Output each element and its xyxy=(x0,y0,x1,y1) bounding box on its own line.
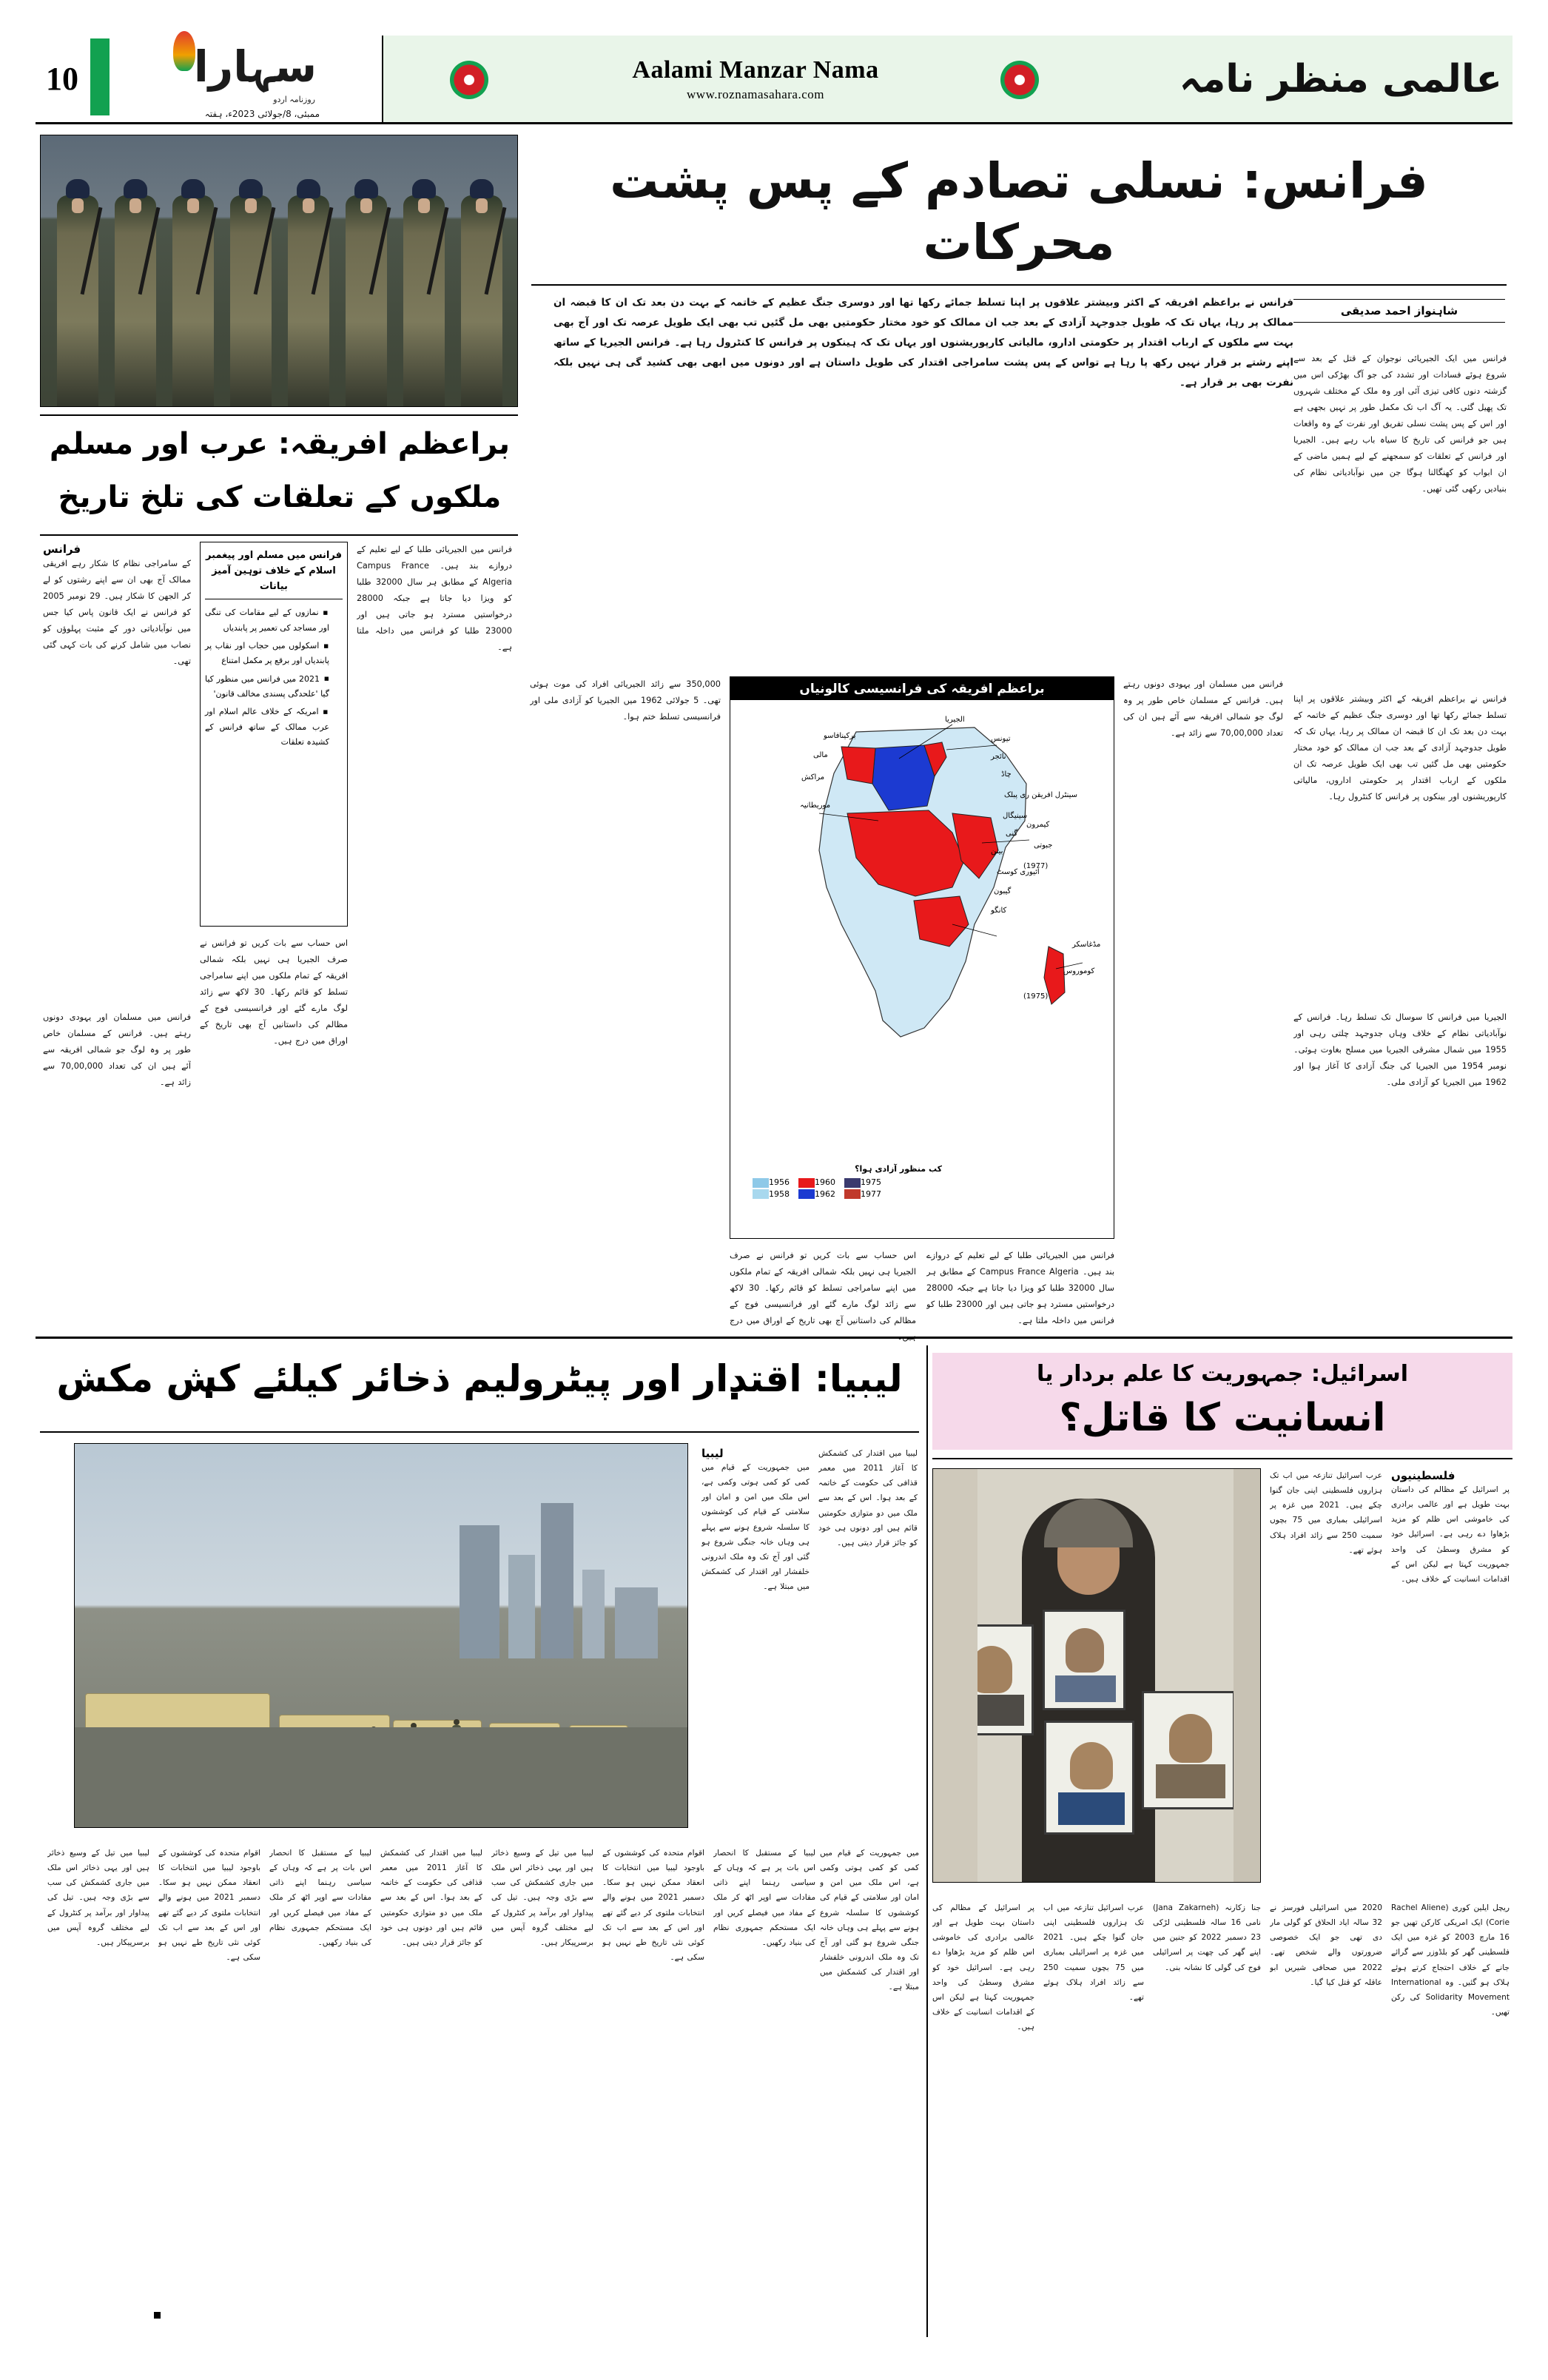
map-label: سینٹرل افریقن ری پبلک xyxy=(1004,791,1077,799)
legend-swatch xyxy=(798,1178,815,1188)
map-label: بینن xyxy=(991,847,1003,855)
map-annotation: (1977) xyxy=(1023,862,1049,870)
map-annotation: (1975) xyxy=(1023,992,1049,1001)
map-label: کانگو xyxy=(991,907,1007,915)
africa-colonies-map xyxy=(730,676,1114,1239)
section-divider xyxy=(36,1337,1512,1339)
legend-year: 1962 xyxy=(815,1189,835,1199)
map-label: مالی xyxy=(813,751,828,759)
photo-frame xyxy=(1044,1721,1134,1835)
legend-title: کب منظور آزادی ہوا؟ xyxy=(855,1164,942,1174)
map-label: سینیگال xyxy=(1003,812,1028,820)
lead-word: لیبیا xyxy=(701,1447,724,1460)
israel-kicker: اسرائیل: جمہوریت کا علم بردار یا xyxy=(1036,1361,1409,1387)
libya-col-0: لیبیا میں اقتدار کی کشمکش کا آغاز 2011 میں معمر قذافی کی حکومت کے خاتمہ کے بعد ہوا۔ اس کے بعد سے ملک میں دو متوازی حکومتیں قائم ہیں اور دونوں ہی خود کو جائز قرار دیتی ہیں۔ xyxy=(818,1449,918,1547)
legend-swatch xyxy=(844,1189,861,1199)
section-title-english xyxy=(632,56,878,102)
israel-col-3: 2020 میں اسرائیلی فورسز نے 32 سالہ ایاد الحلاق کو گولی مار دی تھی جو ایک خصوصی ضرورتوں والے شخص تھے۔ 2022 میں صحافی شیریں ابو عاقلہ کو قتل کیا گیا۔ xyxy=(1270,1903,1382,1987)
lead-col-near-map-left: 350,000 سے زائد الجیریائی افراد کی موت ہوئی تھی۔ 5 جولائی 1962 میں الجیریا کو آزادی ملی اور فرانسیسی تسلط ختم ہوا۔ xyxy=(530,679,721,722)
french-soldiers-photo xyxy=(40,135,518,407)
divider xyxy=(932,1458,1512,1459)
lead-column-1: فرانس میں ایک الجیریائی نوجوان کے قتل کے بعد سے شروع ہوئے فسادات اور تشدد کی جو آگ بھڑکی اس میں گزشتہ دنوں کافی تیزی آئی اور وہ ملک کے مختلف شہروں تک پھیل گئی۔ یہ آگ اب تک مکمل طور پر نہیں بجھی ہے اور اس کے پس پشت نسلی تفریق اور نفرت کے وہ واقعات ہیں جو فرانس کی تاریخ کا سیاہ باب رہے ہیں۔ الجیریا اور فرانس کے تعلقات کو سمجھنے کے لیے ہمیں ماضی کے ان ابواب کو کھنگالنا ہوگا جن میں نوآبادیاتی نظام کی بنیادیں رکھی گئی تھیں۔ xyxy=(1293,354,1507,494)
legend-table xyxy=(750,1177,887,1200)
legend-year: 1956 xyxy=(769,1177,790,1187)
website-url: www.roznamasahara.com xyxy=(687,87,824,101)
rosette-icon-right xyxy=(1000,61,1039,99)
libya-col-lead xyxy=(701,1446,810,1815)
africa-col-a2: فرانس میں مسلمان اور یہودی دونوں رہتے ہیں۔ فرانس کے مسلمان خاص طور پر وہ لوگ جو شمالی افریقہ سے آئے ہیں ان کی تعداد 70,00,000 سے زائد ہے۔ xyxy=(43,1012,191,1088)
africa-col-main xyxy=(43,542,191,1015)
map-label: چاڈ xyxy=(1001,770,1012,779)
newspaper-page xyxy=(36,36,1512,2344)
logo-subtitle: روزنامہ اردو xyxy=(273,95,315,104)
lead-story xyxy=(36,129,1512,1342)
map-label: کوموروس xyxy=(1063,967,1095,975)
masthead-left xyxy=(36,36,383,122)
lead-column-3: الجیریا میں فرانس کا سوسال تک تسلط رہا۔ فرانس کے نوآبادیاتی نظام کے خلاف وہاں جدوجہد چلتی رہی اور 1955 میں شمال مشرقی الجیریا میں مسلح بغاوت ہوئی۔ نومبر 1954 میں الجیریا کی جنگ آزادی کا آغاز ہوا اور 1962 میں الجیریا کو آزادی ملی۔ xyxy=(1293,1012,1507,1088)
africa-headline-line2: ملکوں کے تعلقات کی تلخ تاریخ xyxy=(58,480,502,514)
africa-col-main-text: کے سامراجی نظام کا شکار رہے افریقی ممالک آج بھی ان سے اپنے رشتوں کو لے کر الجھن کا شکار ہیں۔ 29 نومبر 2005 کو فرانس نے ایک قانون پاس کیا جس میں نوآبادیاتی دور کے مثبت پہلوؤں کو نصاب میں شامل کرنے کی بات کہی گئی تھی۔ xyxy=(43,559,191,667)
palestinian-woman-holding-photos xyxy=(932,1468,1261,1883)
lead-headline: فرانس: نسلی تصادم کے پس پشت محرکات xyxy=(610,152,1428,271)
legend-swatch xyxy=(753,1189,769,1199)
map-label: الجیریا xyxy=(945,716,965,724)
israel-intro: پر اسرائیل کے مظالم کی داستان بہت طویل ہے اور عالمی برادری کی خاموشی اس ظلم کو مزید بڑھاوا دے رہی ہے۔ اسرائیل خود کو مشرق وسطیٰ کی واحد جمہوریت کہتا ہے لیکن اس کے اقدامات انسانیت کے خلاف ہیں۔ xyxy=(1391,1485,1510,1584)
list-item: ■ اسکولوں میں حجاب اور نقاب پر پابندیاں اور برقع پر مکمل امتناع xyxy=(205,639,329,669)
logo-text: سہارا xyxy=(193,41,317,92)
israel-headline: انسانیت کا قاتل؟ xyxy=(1059,1395,1386,1440)
legend-year: 1960 xyxy=(815,1177,835,1187)
logo-green-bar xyxy=(90,38,110,115)
map-title: براعظم افریقہ کی فرانسیسی کالونیاں xyxy=(730,677,1114,700)
map-label: موریطانیہ xyxy=(800,801,831,810)
legend-swatch xyxy=(844,1178,861,1188)
divider xyxy=(40,1431,919,1433)
list-item: ■ نمازوں کے لیے مقامات کی تنگی اور مساجد کی تعمیر پر پابندیاں xyxy=(205,605,329,636)
map-label: تیونس xyxy=(991,735,1011,743)
legend-year: 1977 xyxy=(861,1189,881,1199)
israel-col-lead xyxy=(1391,1468,1510,1882)
map-label: برکینافاسو xyxy=(824,732,856,740)
masthead-center xyxy=(383,36,1128,122)
libya-col-6: اقوام متحدہ کی کوششوں کے باوجود لیبیا میں انتخابات کا انعقاد ممکن نہیں ہو سکا۔ دسمبر 2021 میں ہونے والے انتخابات ملتوی کر دیے گئے تھے اور اس کے بعد سے اب تک کوئی نئی تاریخ طے نہیں ہو سکی ہے۔ xyxy=(602,1849,704,1962)
lead-word: فلسطینیوں xyxy=(1391,1469,1456,1482)
map-label: مڈغاسکر xyxy=(1072,941,1101,949)
libya-col-7: لیبیا کے مستقبل کا انحصار اس بات پر ہے کہ وہاں کے سیاسی رہنما اپنے ذاتی مفادات سے اوپر اٹھ کر ملک کے مفاد میں فیصلے کریں اور ایک مستحکم جمہوری نظام کی بنیاد رکھیں۔ xyxy=(713,1849,815,1947)
israel-article xyxy=(932,1345,1512,2344)
lead-col-near-map-right: فرانس میں مسلمان اور یہودی دونوں رہتے ہیں۔ فرانس کے مسلمان خاص طور پر وہ لوگ جو شمالی افریقہ سے آئے ہیں ان کی تعداد 70,00,000 سے زائد ہے۔ xyxy=(1123,679,1283,739)
section-title-main: Aalami Manzar Nama xyxy=(632,56,879,84)
box-heading: فرانس میں مسلم اور پیغمبر اسلام کے خلاف توہین آمیز بیانات xyxy=(205,548,343,599)
map-label: گنی xyxy=(1006,830,1018,838)
photo-frame xyxy=(1043,1610,1125,1710)
map-footer-col-b: فرانس میں الجیریائی طلبا کے لیے تعلیم کے دروازے بند ہیں۔ Campus France Algeria کے مطابق ہر سال 32000 طلبا کو ویزا دیا جاتا ہے جبکہ 28000 درخواستیں مسترد ہو جاتی ہیں اور 23000 طلبا کو فرانس میں داخلہ ملتا ہے۔ xyxy=(926,1251,1114,1326)
map-legend xyxy=(750,1164,972,1200)
rosette-icon-left xyxy=(450,61,488,99)
africa-col-c: فرانس میں الجیریائی طلبا کے لیے تعلیم کے دروازے بند ہیں۔ Campus France Algeria کے مطابق ہر سال 32000 طلبا کو ویزا دیا جاتا ہے جبکہ 28000 درخواستیں مسترد ہو جاتی ہیں اور 23000 طلبا کو فرانس میں داخلہ ملتا ہے۔ xyxy=(357,545,512,653)
africa-highlight-box xyxy=(200,542,348,927)
end-mark xyxy=(154,2307,161,2322)
libya-col-4: لیبیا میں اقتدار کی کشمکش کا آغاز 2011 میں معمر قذافی کی حکومت کے خاتمہ کے بعد ہوا۔ اس کے بعد سے ملک میں دو متوازی حکومتیں قائم ہیں اور دونوں ہی خود کو جائز قرار دیتی ہیں۔ xyxy=(380,1849,482,1947)
issue-date: ممبئی، 8/جولائی 2023ء، ہفتہ xyxy=(204,109,320,119)
libya-col-5: لیبیا میں تیل کے وسیع ذخائر ہیں اور یہی ذخائر اس ملک میں جاری کشمکش کی سب سے بڑی وجہ ہیں۔ تیل کی پیداوار اور برآمد پر کنٹرول کے لیے مختلف گروہ آپس میں برسرپیکار ہیں۔ xyxy=(491,1849,593,1947)
lead-column-2: فرانس نے براعظم افریقہ کے اکثر وبیشتر علاقوں پر اپنا تسلط جمائے رکھا تھا اور دوسری جنگ عظیم کے خاتمہ کے بہت دن بعد تک ان کا قبضہ ان ممالک پر رہا، یہاں تک کہ طویل جدوجہد آزادی کے بعد جب ان ممالک کو خود مختار حکومتیں بھی مل گئیں تب بھی ایک طویل عرصہ تک ان ملکوں کے ارباب اقتدار پر حکومتی اداروں، مالیاتی کارپوریشنوں اور بینکوں پر فرانس کا کنٹرول رہا۔ xyxy=(1293,694,1507,802)
divider xyxy=(40,534,518,536)
masthead xyxy=(36,36,1512,124)
lead-word: فرانس xyxy=(43,542,81,556)
map-footer-col-a: اس حساب سے بات کریں تو فرانس نے صرف الجیریا ہی نہیں بلکہ شمالی افریقہ کے تمام ملکوں میں اپنے سامراجی تسلط کو قائم رکھا۔ 30 لاکھ سے زائد لوگ مارے گئے اور فرانسیسی فوج کے مظالم کی داستانیں آج بھی تاریخ کے اوراق میں درج ہیں۔ xyxy=(730,1251,916,1342)
israel-col-4: جنا زکارنہ (Jana Zakarneh) نامی 16 سالہ فلسطینی لڑکی 23 دسمبر 2022 کو جنین میں اپنے گھر کی چھت پر اسرائیلی فوج کی گولی کا نشانہ بنی۔ xyxy=(1153,1903,1261,1972)
israel-col-6: پر اسرائیل کے مظالم کی داستان بہت طویل ہے اور عالمی برادری کی خاموشی اس ظلم کو مزید بڑھاوا دے رہی ہے۔ اسرائیل خود کو مشرق وسطیٰ کی واحد جمہوریت کہتا ہے لیکن اس کے اقدامات انسانیت کے خلاف ہیں۔ xyxy=(932,1903,1034,2031)
legend-swatch xyxy=(798,1189,815,1199)
map-label: آئیوری کوسٹ xyxy=(997,868,1040,876)
israel-col-2: ریچل ایلین کوری (Rachel Aliene Corie) ایک امریکی کارکن تھیں جو 16 مارچ 2003 کو غزہ میں ایک فلسطینی گھر کو بلڈوزر سے گرائے جانے کے خلاف احتجاج کرتے ہوئے ہلاک ہو گئیں۔ وہ International Solidarity Movement کی رکن تھیں۔ xyxy=(1391,1903,1510,2017)
libya-article xyxy=(36,1345,923,2344)
israel-col-1: عرب اسرائیل تنازعہ میں اب تک ہزاروں فلسطینی اپنی جان گنوا چکے ہیں۔ 2021 میں غزہ پر اسرائیلی بمباری میں 75 بچوں سمیت 250 سے زائد افراد ہلاک ہوئے تھے۔ xyxy=(1270,1471,1382,1555)
libya-col-2: اقوام متحدہ کی کوششوں کے باوجود لیبیا میں انتخابات کا انعقاد ممکن نہیں ہو سکا۔ دسمبر 2021 میں ہونے والے انتخابات ملتوی کر دیے گئے تھے اور اس کے بعد سے اب تک کوئی نئی تاریخ طے نہیں ہو سکی ہے۔ xyxy=(158,1849,260,1962)
sahara-logo xyxy=(86,36,330,122)
libya-col-1: لیبیا میں تیل کے وسیع ذخائر ہیں اور یہی ذخائر اس ملک میں جاری کشمکش کی سب سے بڑی وجہ ہیں۔ تیل کی پیداوار اور برآمد پر کنٹرول کے لیے مختلف گروہ آپس میں برسرپیکار ہیں۔ xyxy=(47,1849,149,1947)
africa-col-b: اس حساب سے بات کریں تو فرانس نے صرف الجیریا ہی نہیں بلکہ شمالی افریقہ کے تمام ملکوں میں اپنے سامراجی تسلط کو قائم رکھا۔ 30 لاکھ سے زائد لوگ مارے گئے اور فرانسیسی فوج کے مظالم کی داستانیں آج بھی تاریخ کے اوراق میں درج ہیں۔ xyxy=(200,938,348,1046)
map-label: گیبون xyxy=(994,887,1012,895)
libya-intro: میں جمہوریت کے قیام میں کمی کو کمی ہوتی وکمی ہے، اس ملک میں امن و امان اور سلامتی کے قیام کی کوششوں کا سلسلہ شروع ہونے سے پہلے ہی وہاں خانہ جنگی شروع ہو گئی اور آج تک وہ ملک اندرونی خلفشار اور اقتدار کی کشمکش میں مبتلا ہے۔ xyxy=(701,1463,810,1591)
list-item: ■ امریکہ کے خلاف عالم اسلام اور عرب ممالک کے ساتھ فرانس کے کشیدہ تعلقات xyxy=(205,705,329,750)
photo-frame xyxy=(1142,1691,1235,1809)
lead-intro: فرانس نے براعظم افریقہ کے اکثر وبیشتر علاقوں پر اپنا تسلط جمائے رکھا تھا اور دوسری جنگ عظیم کے خاتمہ کے بہت دن بعد تک ان کا قبضہ ان ممالک پر رہا، یہاں تک کہ طویل جدوجہد آزادی کے بعد جب ان ممالک کو خود مختار حکومتیں بھی مل گئیں تب بھی ایک طویل عرصہ تک اور آج بھی بہت سے ملکوں کے ارباب اقتدار پر حکومتی ادارو، مالیاتی کارپوریشنوں اور یہاں تک کہ ہینکوں پر فرانس کا کنٹرول رہا ہے۔ فرانس الجیریا کے ساتھ اپنے رشتے بر قرار نہیں رکھ پا رہا ہے تواس کے پس پشت سامراجی اقتدار کی طویل داستان ہے اور دونوں میں ابھی بھی کشید گی ہی نہیں بلکہ نفرت بھی بر قرار ہے۔ xyxy=(553,297,1293,389)
israel-col-5: عرب اسرائیل تنازعہ میں اب تک ہزاروں فلسطینی اپنی جان گنوا چکے ہیں۔ 2021 میں غزہ پر اسرائیلی بمباری میں 75 بچوں سمیت 250 سے زائد افراد ہلاک ہوئے تھے۔ xyxy=(1043,1903,1144,2002)
page-number: 10 xyxy=(46,61,78,97)
masthead-right xyxy=(1128,36,1512,122)
libya-col-8: میں جمہوریت کے قیام میں کمی کو کمی ہوتی وکمی ہے، اس ملک میں امن و امان اور سلامتی کے قیام کی کوششوں کا سلسلہ شروع ہونے سے پہلے ہی وہاں خانہ جنگی شروع ہو گئی اور آج تک وہ ملک اندرونی خلفشار اور اقتدار کی کشمکش میں مبتلا ہے۔ xyxy=(820,1849,919,1992)
divider xyxy=(531,284,1507,286)
libya-militia-convoy-photo xyxy=(74,1443,688,1828)
byline-block xyxy=(1293,299,1505,323)
map-graphic xyxy=(730,702,1115,1117)
flame-icon xyxy=(173,31,195,71)
libya-headline: لیبیا: اقتدار اور پیٹرولیم ذخائر کیلئے کش مکش xyxy=(56,1357,903,1400)
map-label: نائجر xyxy=(991,753,1006,761)
libya-col-3: لیبیا کے مستقبل کا انحصار اس بات پر ہے کہ وہاں کے سیاسی رہنما اپنے ذاتی مفادات سے اوپر اٹھ کر ملک کے مفاد میں فیصلے کریں اور ایک مستحکم جمہوری نظام کی بنیاد رکھیں۔ xyxy=(269,1849,371,1947)
list-item: ■ 2021 میں فرانس میں منظور کیا گیا 'علحدگی پسندی مخالف قانون' xyxy=(205,672,329,702)
map-label: مراکش xyxy=(801,773,825,781)
map-label: کیمرون xyxy=(1026,821,1050,829)
vertical-divider xyxy=(926,1345,928,2337)
legend-year: 1975 xyxy=(861,1177,881,1187)
legend-swatch xyxy=(753,1178,769,1188)
africa-headline-line1: براعظم افریقہ: عرب اور مسلم xyxy=(49,427,511,461)
byline: شاہنواز احمد صدیقی xyxy=(1293,299,1505,323)
israel-title-block xyxy=(932,1353,1512,1450)
legend-year: 1958 xyxy=(769,1189,790,1199)
section-title-urdu: عالمی منظر نامہ xyxy=(1179,56,1502,101)
map-label: جبوتی xyxy=(1034,841,1053,850)
box-item-list xyxy=(205,605,343,750)
